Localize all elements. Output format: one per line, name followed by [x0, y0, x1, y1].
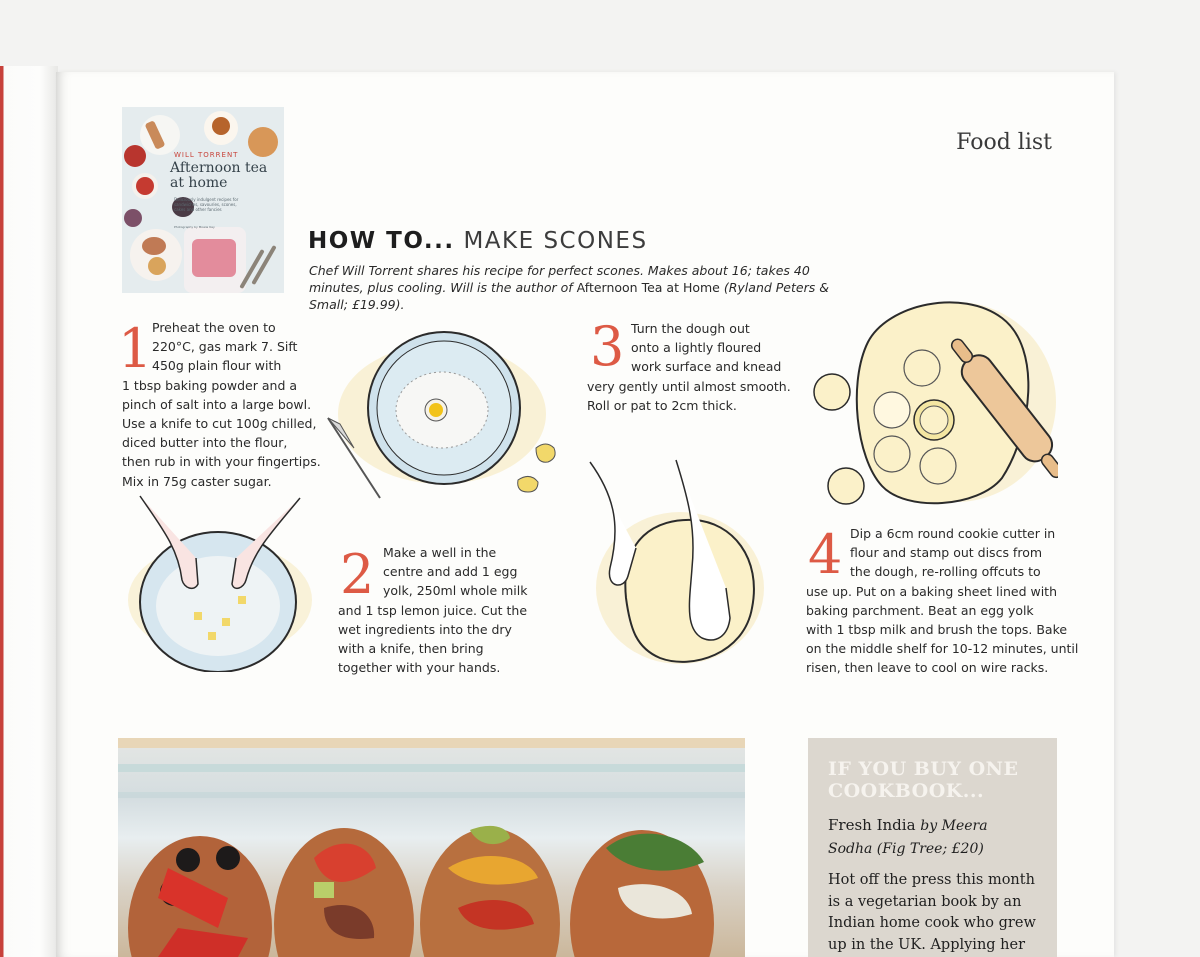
step-4-line: with 1 tbsp milk and brush the tops. Bake: [806, 622, 1068, 638]
step-2-line: together with your hands.: [338, 660, 501, 676]
step-3-line: onto a lightly floured: [631, 340, 762, 356]
step-3-number: 3: [590, 315, 625, 378]
step-3-line: very gently until almost smooth.: [587, 378, 791, 394]
article-intro: [309, 262, 854, 313]
step-1-text: [122, 318, 321, 491]
article-heading: [308, 228, 648, 254]
cover-photo-credit: Photography by Mowie Kay: [174, 225, 215, 229]
intro-part-1: Chef Will Torrent shares his recipe for perfect scones. Makes about 16; takes 40 minutes, plus cooling. Will is the author of: [309, 263, 810, 295]
box-book-info: [828, 814, 1043, 860]
box-heading-line: COOKBOOK...: [828, 780, 985, 802]
intro-book-title: Afternoon Tea at Home: [576, 280, 720, 295]
box-book-by-2: Sodha (Fig Tree; £20): [828, 841, 984, 857]
step-3-line: work surface and knead: [631, 359, 782, 375]
section-label: Food list: [956, 130, 1052, 155]
box-heading-line: IF YOU BUY ONE: [828, 758, 1019, 780]
step-3-line: Roll or pat to 2cm thick.: [587, 397, 737, 413]
step-4-line: risen, then leave to cool on wire racks.: [806, 660, 1049, 676]
box-book-by: by Meera: [920, 818, 988, 834]
hands-in-bowl-illustration: [122, 488, 318, 672]
step-1-line: then rub in with your fingertips.: [122, 454, 321, 470]
step-1-line: Mix in 75g caster sugar.: [122, 473, 272, 489]
step-4-line: the dough, re-rolling offcuts to: [850, 564, 1041, 580]
step-2-line: centre and add 1 egg: [383, 564, 518, 580]
step-1-line: Preheat the oven to: [152, 320, 276, 335]
step-4-line: on the middle shelf for 10-12 minutes, until: [806, 641, 1079, 657]
cookbook-recommendation-box: [808, 738, 1057, 957]
step-1-line: 450g plain flour with: [152, 358, 282, 374]
intro-part-2: (Ryland Peters & Small; £19.99).: [309, 280, 829, 312]
box-body: [828, 870, 1050, 956]
step-4-line: flour and stamp out discs from: [850, 545, 1043, 561]
step-3-line: Turn the dough out: [631, 321, 750, 336]
step-2-line: yolk, 250ml whole milk: [383, 583, 528, 599]
step-4-text: [806, 524, 1078, 678]
cover-subtitle: Deliciously indulgent recipes for sandwiches, savouries, scones, cakes and other fancies: [174, 197, 239, 212]
kneading-dough-illustration: [576, 458, 776, 678]
previous-page-edge: [0, 66, 58, 957]
box-body-line: up in the UK. Applying her: [828, 936, 1026, 953]
step-2-line: Make a well in the: [383, 545, 497, 560]
step-2-number: 2: [340, 543, 375, 606]
hot-dogs-photo: [118, 738, 745, 957]
step-4-line: use up. Put on a baking sheet lined with: [806, 583, 1058, 599]
step-2-line: and 1 tsp lemon juice. Cut the: [338, 602, 528, 618]
hot-dogs-image: [118, 738, 745, 957]
box-heading: [828, 758, 1048, 802]
box-body-line: Indian home cook who grew: [828, 915, 1036, 931]
box-body-line: Hot off the press this month: [828, 872, 1035, 888]
step-2-line: with a knife, then bring: [338, 641, 484, 657]
step-2-text: [338, 543, 527, 677]
rolling-pin-cutter-illustration: [806, 282, 1058, 512]
book-cover-image: [122, 107, 284, 293]
step-4-number: 4: [808, 523, 843, 586]
magazine-page: [56, 72, 1114, 957]
step-3-text: [587, 315, 791, 415]
heading-bold: HOW TO...: [308, 228, 455, 254]
step-4-line: baking parchment. Beat an egg yolk: [806, 602, 1034, 618]
step-1-number: 1: [118, 317, 153, 380]
cover-author: WILL TORRENT: [174, 151, 239, 159]
heading-rest: MAKE SCONES: [463, 228, 648, 254]
step-1-line: pinch of salt into a large bowl.: [122, 396, 312, 412]
step-4-line: Dip a 6cm round cookie cutter in: [850, 526, 1056, 541]
box-book-title: Fresh India: [828, 816, 916, 834]
step-1-line: Use a knife to cut 100g chilled,: [122, 416, 317, 432]
step-1-line: diced butter into the flour,: [122, 435, 288, 451]
flour-bowl-illustration: [324, 328, 564, 508]
box-body-line: is a vegetarian book by an: [828, 893, 1022, 910]
step-2-line: wet ingredients into the dry: [338, 621, 512, 637]
step-1-line: 220°C, gas mark 7. Sift: [152, 339, 298, 355]
step-1-line: 1 tbsp baking powder and a: [122, 377, 298, 393]
cover-title: Afternoon tea at home: [170, 160, 268, 191]
